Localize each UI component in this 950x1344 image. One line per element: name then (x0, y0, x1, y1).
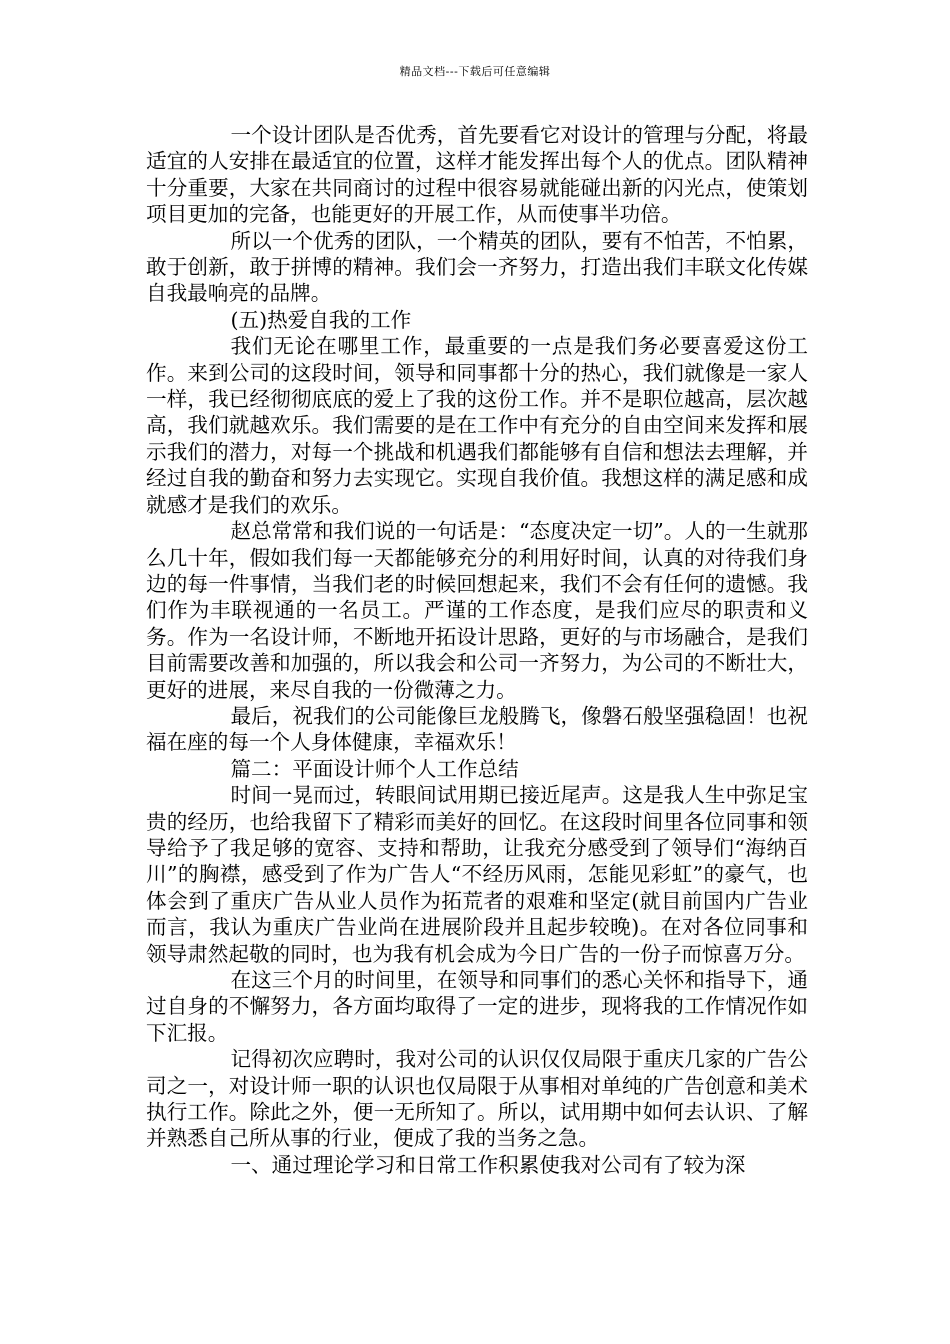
page-header: 精品文档---下载后可任意编辑 (399, 65, 551, 78)
paragraph: 一个设计团队是否优秀，首先要看它对设计的管理与分配，将最适宜的人安排在最适宜的位置，这样才能发挥出每个人的优点。团队精神十分重要，大家在共同商讨的过程中很容易就能碰出新的闪光点，使策划项目更加的完备，也能更好的开展工作，从而使事半功倍。 (146, 123, 808, 227)
document-body (146, 122, 808, 1178)
paragraph: 记得初次应聘时，我对公司的认识仅仅局限于重庆几家的广告公司之一，对设计师一职的认识也仅局限于从事相对单纯的广告创意和美术执行工作。除此之外，便一无所知了。所以，试用期中如何去认识、了解并熟悉自己所从事的行业，便成了我的当务之急。 (146, 1047, 808, 1151)
paragraph: 我们无论在哪里工作，最重要的一点是我们务必要喜爱这份工作。来到公司的这段时间，领导和同事都十分的热心，我们就像是一家人一样，我已经彻彻底底的爱上了我的这份工作。并不是职位越高，层次越高，我们就越欢乐。我们需要的是在工作中有充分的自由空间来发挥和展示我们的潜力，对每一个挑战和机遇我们都能够有自信和想法去理解，并经过自我的勤奋和努力去实现它。实现自我价值。我想这样的满足感和成就感才是我们的欢乐。 (146, 334, 808, 517)
paragraph: 时间一晃而过，转眼间试用期已接近尾声。这是我人生中弥足宝贵的经历，也给我留下了精彩而美好的回忆。在这段时间里各位同事和领导给予了我足够的宽容、支持和帮助，让我充分感受到了领导们“海纳百川”的胸襟，感受到了作为广告人“不经历风雨，怎能见彩虹”的豪气，也体会到了重庆广告从业人员作为拓荒者的艰难和坚定(就目前国内广告业而言，我认为重庆广告业尚在进展阶段并且起步较晚)。在对各位同事和领导肃然起敬的同时，也为我有机会成为今日广告的一份子而惊喜万分。 (146, 783, 808, 966)
section-heading: (五)热爱自我的工作 (230, 307, 412, 332)
paragraph: 所以一个优秀的团队，一个精英的团队，要有不怕苦，不怕累，敢于创新，敢于拼博的精神。我们会一齐努力，打造出我们丰联文化传媒自我最响亮的品牌。 (146, 228, 808, 306)
paragraph: 一、通过理论学习和日常工作积累使我对公司有了较为深 (230, 1152, 746, 1177)
section-heading: 篇二：平面设计师个人工作总结 (230, 756, 519, 781)
paragraph: 在这三个月的时间里，在领导和同事们的悉心关怀和指导下，通过自身的不懈努力，各方面均取得了一定的进步，现将我的工作情况作如下汇报。 (146, 968, 808, 1045)
paragraph: 赵总常常和我们说的一句话是：“态度决定一切”。人的一生就那么几十年，假如我们每一天都能够充分的利用好时间，认真的对待我们身边的每一件事情，当我们老的时候回想起来，我们不会有任何的遗憾。我们作为丰联视通的一名员工。严谨的工作态度，是我们应尽的职责和义务。作为一名设计师，不断地开拓设计思路，更好的与市场融合，是我们目前需要改善和加强的，所以我会和公司一齐努力，为公司的不断壮大，更好的进展，来尽自我的一份微薄之力。 (146, 519, 808, 702)
paragraph: 最后，祝我们的公司能像巨龙般腾飞，像磐石般坚强稳固！也祝福在座的每一个人身体健康，幸福欢乐！ (146, 703, 808, 755)
